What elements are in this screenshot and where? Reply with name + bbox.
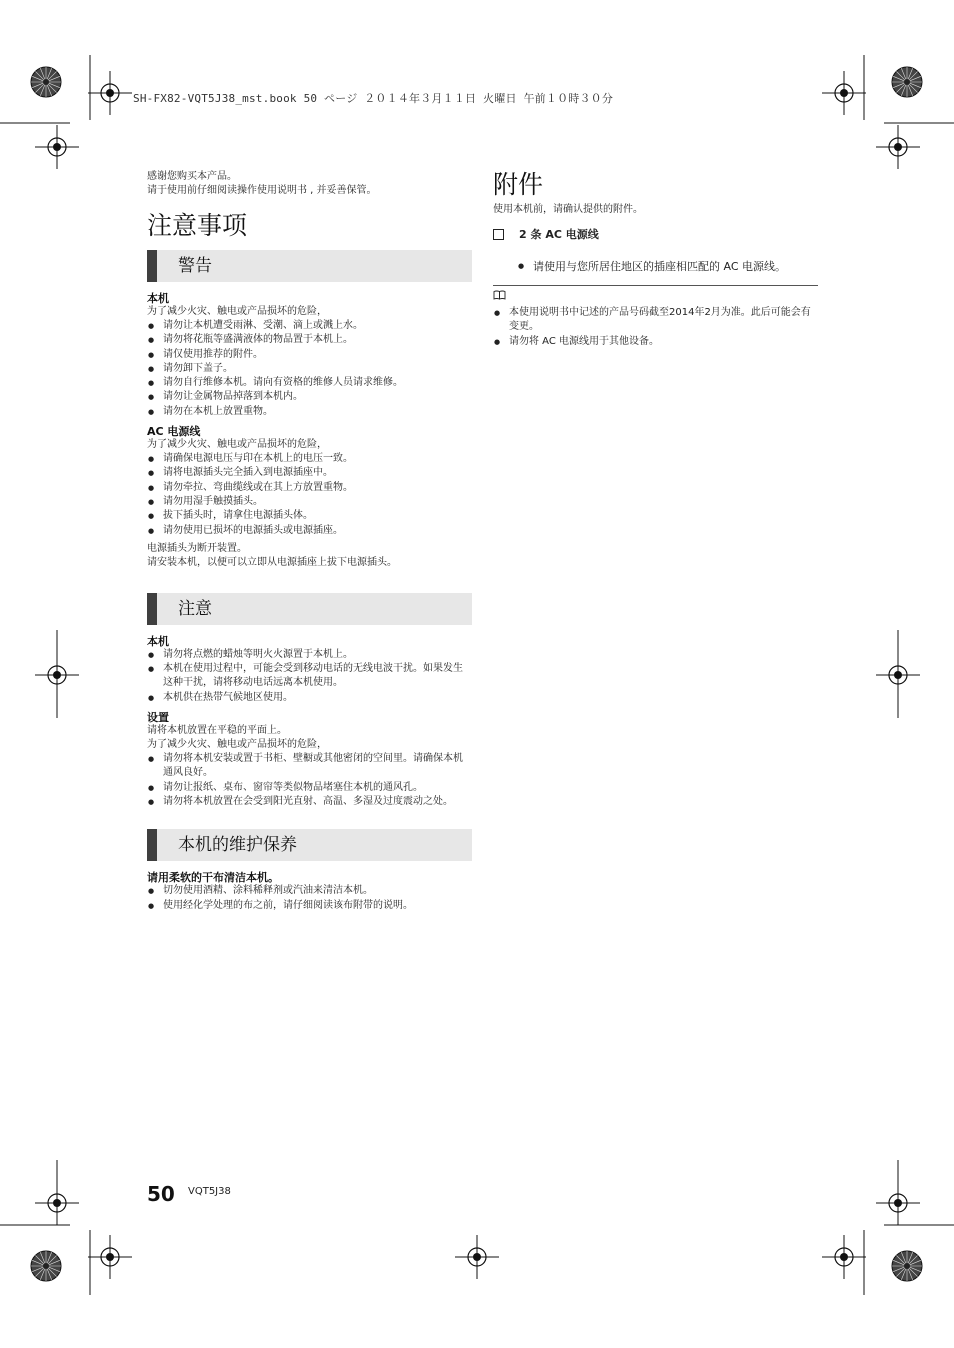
list-item: ● 请仅使用推荐的附件。 <box>147 348 472 362</box>
checkbox-icon <box>493 229 504 240</box>
divider <box>493 285 818 286</box>
list-item: ● 请勿让本机遭受雨淋、受潮、滴上或溅上水。 <box>147 319 472 333</box>
list-item: ● 切勿使用酒精、涂料稀释剂或汽油来清洁本机。 <box>147 884 472 898</box>
warning-unit-block <box>147 292 472 419</box>
list-item: ● 本机供在热带气候地区使用。 <box>147 691 472 705</box>
caution-unit-list <box>147 648 472 705</box>
caution-placement-line: 请将本机放置在平稳的平面上。 <box>147 725 287 737</box>
book-icon <box>493 290 818 304</box>
list-item: ● 请勿将本机放置在会受到阳光直射、高温、多湿及过度震动之处。 <box>147 795 472 809</box>
accessory-item-label: 2 条 AC 电源线 <box>519 228 599 241</box>
list-item: ● 请勿让报纸、桌布、窗帘等类似物品堵塞住本机的通风孔。 <box>147 781 472 795</box>
right-column <box>493 170 818 349</box>
left-column <box>147 170 472 913</box>
notes-block <box>493 290 818 349</box>
list-item: ● 请勿卸下盖子。 <box>147 362 472 376</box>
document-code: VQT5J38 <box>188 1186 231 1197</box>
warning-ac-note-2: 请安装本机，以便可以立即从电源插座上拔下电源插头。 <box>147 556 397 568</box>
caution-section-bar <box>147 593 472 625</box>
list-item: ● 拔下插头时，请拿住电源插头体。 <box>147 509 472 523</box>
list-item: ● 请勿使用已损坏的电源插头或电源插座。 <box>147 524 472 538</box>
warning-unit-subtitle: 本机 <box>147 292 169 305</box>
warning-ac-subtitle: AC 电源线 <box>147 425 201 439</box>
caution-unit-subtitle: 本机 <box>147 634 169 648</box>
list-item: ● 请勿在本机上放置重物。 <box>147 405 472 419</box>
intro-line-1: 感谢您购买本产品。 <box>147 171 237 182</box>
list-item: ● 使用经化学处理的布之前，请仔细阅读该布附带的说明。 <box>147 899 472 913</box>
caution-placement-block <box>147 711 472 809</box>
warning-ac-list <box>147 452 472 538</box>
list-item: ● 请勿牵拉、弯曲缆线或在其上方放置重物。 <box>147 481 472 495</box>
precautions-title: 注意事项 <box>147 211 248 240</box>
list-item: ● 请勿让金属物品掉落到本机内。 <box>147 390 472 404</box>
section-accent <box>147 250 157 282</box>
warning-unit-lead: 为了减少火灾、触电或产品损坏的危险， <box>147 306 327 317</box>
list-item: ● 请勿自行维修本机。请向有资格的维修人员请求维修。 <box>147 376 472 390</box>
care-subtitle: 请用柔软的干布清洁本机。 <box>147 871 279 885</box>
care-section-bar <box>147 829 472 861</box>
warning-ac-block <box>147 425 472 570</box>
caution-placement-lead: 为了减少火灾、触电或产品损坏的危险， <box>147 739 327 751</box>
accessory-item <box>493 227 818 245</box>
warning-ac-lead: 为了减少火灾、触电或产品损坏的危险， <box>147 439 327 451</box>
list-item: ● 本机在使用过程中，可能会受到移动电话的无线电波干扰。如果发生这种干扰，请将移动电话远离本机使用。 <box>147 662 472 691</box>
warning-ac-note-1: 电源插头为断开装置。 <box>147 542 247 554</box>
section-accent <box>147 829 157 861</box>
caution-heading: 注意 <box>178 598 212 619</box>
accessories-lead: 使用本机前，请确认提供的附件。 <box>493 204 643 215</box>
list-item: ● 请将电源插头完全插入到电源插座中。 <box>147 466 472 480</box>
list-item: ● 请勿用湿手触摸插头。 <box>147 495 472 509</box>
care-block <box>147 871 472 913</box>
list-item: ● 请勿将本机安装或置于书柜、壁橱或其他密闭的空间里。请确保本机通风良好。 <box>147 752 472 781</box>
accessory-item-note-list <box>493 259 807 275</box>
section-accent <box>147 593 157 625</box>
care-heading: 本机的维护保养 <box>178 835 297 856</box>
list-item: ● 请勿将 AC 电源线用于其他设备。 <box>493 335 818 349</box>
page-number: 50 <box>147 1182 175 1206</box>
caution-unit-block <box>147 635 472 705</box>
intro-line-2: 请于使用前仔细阅读操作使用说明书 , 并妥善保管。 <box>147 185 377 196</box>
list-item: ● 请勿将花瓶等盛满液体的物品置于本机上。 <box>147 333 472 347</box>
warning-heading: 警告 <box>178 256 212 276</box>
list-item: ● 请勿将点燃的蜡烛等明火火源置于本机上。 <box>147 648 472 662</box>
print-header: SH-FX82-VQT5J38_mst.book 50 ページ ２０１４年３月１１日 火曜日 午前１０時３０分 <box>133 92 614 105</box>
accessory-item-note: ● 请使用与您所居住地区的插座相匹配的 AC 电源线。 <box>517 259 807 275</box>
notes-list <box>493 306 818 349</box>
list-item: ● 请确保电源电压与印在本机上的电压一致。 <box>147 452 472 466</box>
accessories-title: 附件 <box>493 170 544 199</box>
list-item: ● 本使用说明书中记述的产品号码截至2014年2月为准。此后可能会有变更。 <box>493 306 818 335</box>
care-list <box>147 884 472 913</box>
warning-unit-list <box>147 319 472 419</box>
warning-section-bar <box>147 250 472 282</box>
caution-placement-subtitle: 设置 <box>147 711 169 725</box>
caution-placement-list <box>147 752 472 809</box>
